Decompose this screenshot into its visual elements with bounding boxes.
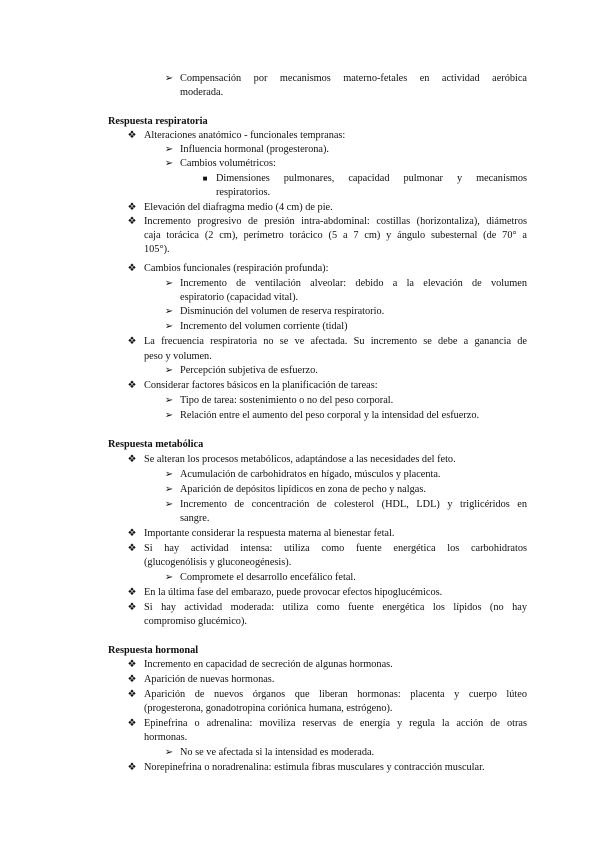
section-heading-hormonal: Respuesta hormonal <box>108 645 199 656</box>
diamond-bullet-icon: ❖ <box>127 130 137 141</box>
arrow-bullet-icon: ➢ <box>164 73 174 84</box>
list-item-cont: compromiso glucémico). <box>144 616 247 627</box>
list-item: Dimensiones pulmonares, capacidad pulmonar y mecanismos <box>216 173 527 184</box>
list-item: Disminución del volumen de reserva respiratorio. <box>180 306 385 317</box>
diamond-bullet-icon: ❖ <box>127 659 137 670</box>
diamond-bullet-icon: ❖ <box>127 336 137 347</box>
arrow-bullet-icon: ➢ <box>164 321 174 332</box>
list-item: Si hay actividad intensa: utiliza como fuente energética los carbohidratos <box>144 543 527 554</box>
diamond-bullet-icon: ❖ <box>127 380 137 391</box>
intro-line-2: moderada. <box>180 87 224 98</box>
list-item: Relación entre el aumento del peso corporal y la intensidad del esfuerzo. <box>180 410 480 421</box>
list-item: Tipo de tarea: sostenimiento o no del peso corporal. <box>180 395 394 406</box>
section-heading-respiratoria: Respuesta respiratoria <box>108 116 208 127</box>
arrow-bullet-icon: ➢ <box>164 278 174 289</box>
list-item-cont: espiratorio (capacidad vital). <box>180 292 299 303</box>
list-item: No se ve afectada si la intensidad es moderada. <box>180 747 375 758</box>
list-item: Incremento en capacidad de secreción de algunas hormonas. <box>144 659 393 670</box>
list-item: Aparición de nuevas hormonas. <box>144 674 275 685</box>
list-item: Incremento progresivo de presión intra-abdominal: costillas (horizontaliza), diámetros <box>144 216 527 227</box>
diamond-bullet-icon: ❖ <box>127 674 137 685</box>
arrow-bullet-icon: ➢ <box>164 365 174 376</box>
list-item-cont: sangre. <box>180 513 210 524</box>
diamond-bullet-icon: ❖ <box>127 454 137 465</box>
arrow-bullet-icon: ➢ <box>164 306 174 317</box>
diamond-bullet-icon: ❖ <box>127 543 137 554</box>
list-item: Cambios volumétricos: <box>180 158 276 169</box>
list-item: Aparición de nuevos órganos que liberan hormonas: placenta y cuerpo lúteo <box>144 689 527 700</box>
list-item: Alteraciones anatómico - funcionales tempranas: <box>144 130 346 141</box>
list-item: Cambios funcionales (respiración profunda): <box>144 263 329 274</box>
diamond-bullet-icon: ❖ <box>127 762 137 773</box>
arrow-bullet-icon: ➢ <box>164 572 174 583</box>
diamond-bullet-icon: ❖ <box>127 528 137 539</box>
list-item: Incremento de concentración de colesterol (HDL, LDL) y triglicéridos en <box>180 499 527 510</box>
list-item: Acumulación de carbohidratos en hígado, músculos y placenta. <box>180 469 441 480</box>
arrow-bullet-icon: ➢ <box>164 484 174 495</box>
list-item: Incremento del volumen corriente (tidal) <box>180 321 348 332</box>
arrow-bullet-icon: ➢ <box>164 469 174 480</box>
list-item: Se alteran los procesos metabólicos, adaptándose a las necesidades del feto. <box>144 454 456 465</box>
list-item-cont: 105°). <box>144 244 170 255</box>
diamond-bullet-icon: ❖ <box>127 263 137 274</box>
list-item-cont: (glucogenólisis y gluconeogénesis). <box>144 557 292 568</box>
intro-line-1: Compensación por mecanismos materno-fetales en actividad aeróbica <box>180 73 527 84</box>
arrow-bullet-icon: ➢ <box>164 144 174 155</box>
arrow-bullet-icon: ➢ <box>164 410 174 421</box>
diamond-bullet-icon: ❖ <box>127 602 137 613</box>
list-item: Si hay actividad moderada: utiliza como fuente energética los lípidos (no hay <box>144 602 527 613</box>
diamond-bullet-icon: ❖ <box>127 689 137 700</box>
square-bullet-icon: ■ <box>202 174 208 183</box>
diamond-bullet-icon: ❖ <box>127 202 137 213</box>
list-item: La frecuencia respiratoria no se ve afectada. Su incremento se debe a ganancia de <box>144 336 527 347</box>
list-item-cont: (progesterona, gonadotropina coriónica humana, estrógeno). <box>144 703 393 714</box>
arrow-bullet-icon: ➢ <box>164 499 174 510</box>
list-item: Importante considerar la respuesta materna al bienestar fetal. <box>144 528 395 539</box>
section-heading-metabolica: Respuesta metabólica <box>108 439 204 450</box>
diamond-bullet-icon: ❖ <box>127 587 137 598</box>
list-item: Considerar factores básicos en la planificación de tareas: <box>144 380 378 391</box>
diamond-bullet-icon: ❖ <box>127 718 137 729</box>
list-item: Aparición de depósitos lipídicos en zona de pecho y nalgas. <box>180 484 426 495</box>
list-item-cont: hormonas. <box>144 732 188 743</box>
arrow-bullet-icon: ➢ <box>164 158 174 169</box>
list-item-cont: caja torácica (2 cm), perímetro torácico (5 a 7 cm) y ángulo subesternal (de 70° a <box>144 230 527 241</box>
list-item: Compromete el desarrollo encefálico fetal. <box>180 572 356 583</box>
list-item: Percepción subjetiva de esfuerzo. <box>180 365 318 376</box>
list-item: En la última fase del embarazo, puede provocar efectos hipoglucémicos. <box>144 587 443 598</box>
diamond-bullet-icon: ❖ <box>127 216 137 227</box>
arrow-bullet-icon: ➢ <box>164 747 174 758</box>
list-item-cont: peso y volumen. <box>144 351 212 362</box>
list-item: Norepinefrina o noradrenalina: estimula fibras musculares y contracción muscular. <box>144 762 485 773</box>
list-item: Epinefrina o adrenalina: moviliza reservas de energía y regula la acción de otras <box>144 718 527 729</box>
list-item: Incremento de ventilación alveolar: debido a la elevación de volumen <box>180 278 527 289</box>
list-item: Elevación del diafragma medio (4 cm) de pie. <box>144 202 333 213</box>
arrow-bullet-icon: ➢ <box>164 395 174 406</box>
list-item: Influencia hormonal (progesterona). <box>180 144 329 155</box>
list-item-cont: respiratorios. <box>216 187 271 198</box>
